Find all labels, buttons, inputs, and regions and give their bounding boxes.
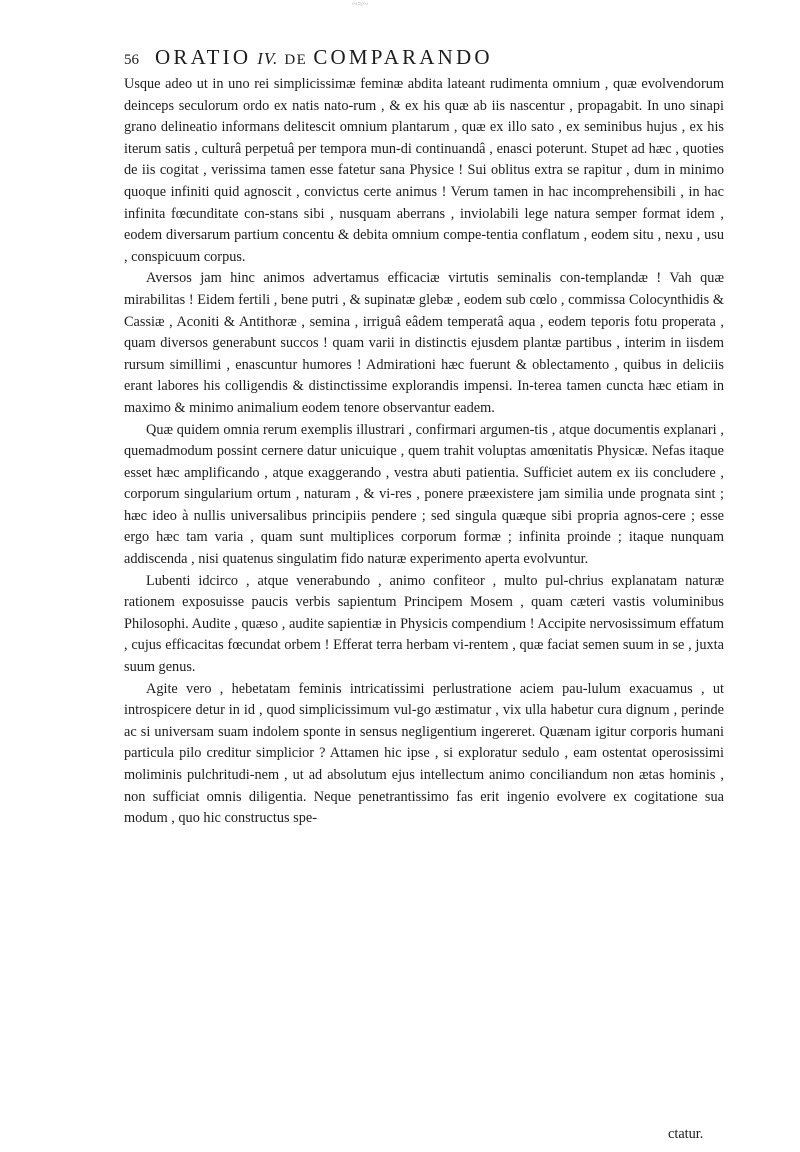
paragraph: Lubenti idcirco , atque venerabundo , animo confiteor , multo pul-chrius explanatam naturæ rationem exposuisse paucis verbis sapientum Principem Mosem , quam cæteri vastis voluminibus Philosophi. Audite , quæso , audite sapientiæ in Physicis compendium ! Accipite nervosissimum effatum , cujus efficacitas fœcundat orbem ! Efferat terra herbam vi-rentem , quæ faciat semen suum in se , juxta suum genus.	[124, 572, 724, 676]
paragraph: Quæ quidem omnia rerum exemplis illustrari , confirmari argumen-tis , atque documentis explanari , quemadmodum possint cernere datur unicuique , quem trahit voluptas amœnitatis Physicæ. Nefas itaque esset hæc amplificando , atque exaggerando , vestra abuti patientia. Sufficiet autem ex iis concludere , corporum singularium ortum , naturam , & vi-res , ponere præexistere jam similia unde prognata sint ; hæc ideo à nullis universalibus principiis pendere ; sed singula quæque sibi propria agnos-cere ; esse ergo hæc tam varia , quam sunt multiplices corporum formæ ; infinita proinde ; itaque nunquam addiscenda , nisi quatenus singulatim fido naturæ experimento aperta evolvuntur.	[124, 421, 724, 568]
paragraph: Usque adeo ut in uno rei simplicissimæ feminæ abdita lateant rudimenta omnium , quæ evolvendorum deinceps seculorum ordo ex natis nato-rum , & ex his quæ ab iis nascentur , propagabit. In uno sinapi grano delineatio informans delitescit omnium plantarum , quæ ex illo sato , ex seminibus hujus , ex his iterum satis , culturâ perpetuâ per tempora mun-di continuandâ , enasci poterunt. Stupet ad hæc , quoties de iis cogitat , verissima tamen esse fatetur sana Physice ! Sui oblitus extra se rapitur , dum in minimo quoque infiniti quid agnoscit , convictus certe animus ! Verum tamen in hac incomprehensibili , in hac infinita fœcunditate con-stans sibi , nusquam aberrans , inviolabili lege natura semper format idem , eodem diversarum partium concentu & debita omnium compe-tentia conflatum , eodem situ , nexu , usu , conspicuum corpus.	[124, 76, 724, 265]
header-roman-numeral: IV.	[257, 49, 279, 68]
catchword: ctatur.	[668, 1126, 704, 1142]
body-text	[124, 74, 724, 830]
header-title-word: COMPARANDO	[313, 45, 493, 69]
header-preposition: DE	[284, 52, 308, 68]
running-header	[124, 40, 724, 74]
paragraph: Agite vero , hebetatam feminis intricatissimi perlustratione aciem pau-lulum exacuamus , ut introspicere detur in id , quod simplicissimum vul-go æstimatur , vix ulla habetur cura dignum , perinde ac si universam suam indolem sponte in sensus negligentium ingereret. Quænam igitur corporis humani particula pilo creditur simplicior ? Attamen hic ipse , si exploratur sedulo , eam ostentat operosissimi moliminis pulchritudi-nem , ut ad absolutum ejus intellectum animo conciliandum non ætas hominis , non sufficiat omnis diligentia. Neque penetrantissimo fas erit ingenio evolvere ex cogitatione sua modum , quo hic constructus spe-	[124, 680, 724, 827]
page-number: 56	[124, 52, 139, 68]
header-title-word: ORATIO	[155, 45, 252, 69]
ink-mark: ~≈~	[352, 0, 369, 10]
paragraph: Aversos jam hinc animos advertamus efficaciæ virtutis seminalis con-templandæ ! Vah quæ mirabilitas ! Eidem fertili , bene putri , & supinatæ glebæ , eodem sub cœlo , commissa Colocynthidis & Cassiæ , Aconiti & Antithoræ , semina , irriguâ eâdem temperatâ aqua , eodem teporis fotu properata , quam diversos generabunt succos ! quam varii in distinctis ejusdem plantæ partibus , interim in iisdem rursum simillimi , enascuntur humores ! Admirationi hæc fuerunt & oblectamento , quibus in deliciis erant labores his colligendis & distinctissime explorandis impensi. In-terea tamen cuncta hæc etiam in maximo & minimo animalium eodem tenore observantur eadem.	[124, 270, 724, 416]
